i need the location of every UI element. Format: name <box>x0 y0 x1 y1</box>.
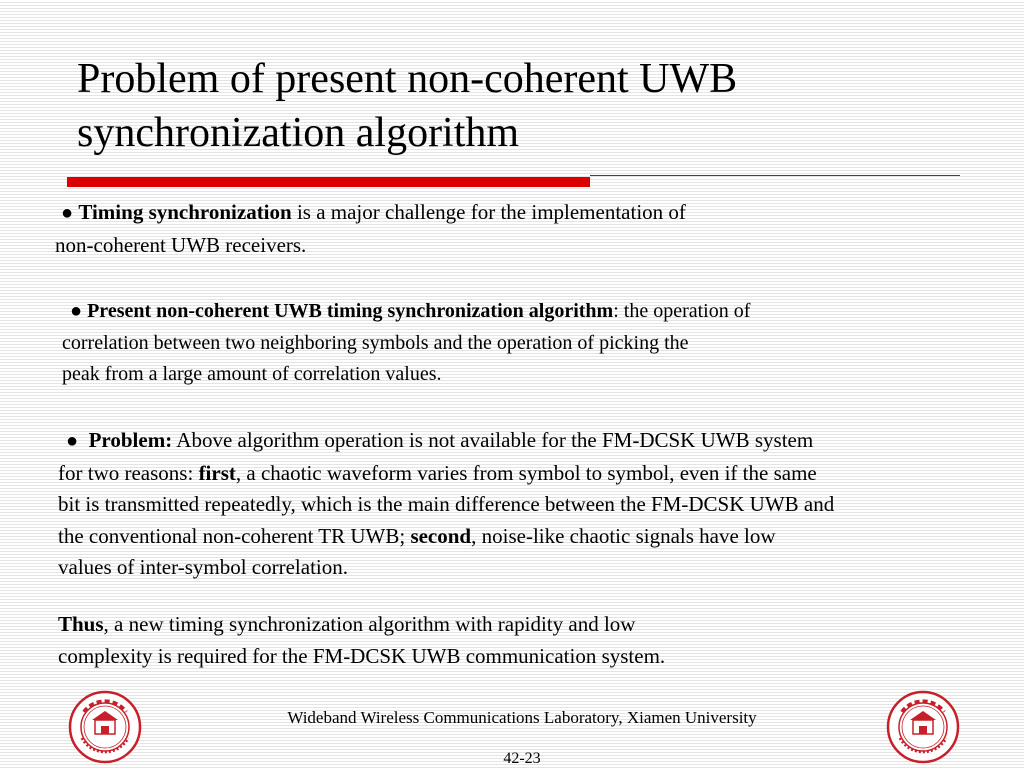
paragraph-line <box>58 521 834 553</box>
page-number: 42-23 <box>503 750 541 767</box>
paragraph-line <box>58 609 665 641</box>
title-line-2: synchronization algorithm <box>77 110 520 156</box>
bullet-icon: ● <box>66 430 79 452</box>
bold-term: Thus <box>58 612 104 636</box>
paragraph-present-algorithm <box>62 296 750 391</box>
paragraph-line: values of inter-symbol correlation. <box>58 555 348 579</box>
bold-term: second <box>410 523 472 548</box>
bold-term: Present non-coherent UWB timing synchronization algorithm <box>87 300 614 322</box>
bullet-icon: ● <box>61 202 74 224</box>
paragraph-text: , noise-like chaotic signals have low <box>471 523 776 548</box>
paragraph-text: , a new timing synchronization algorithm with rapidity and low <box>103 612 636 636</box>
paragraph-thus <box>58 609 665 672</box>
bullet-icon: ● <box>70 300 83 322</box>
paragraph-text: : the operation of <box>613 300 751 322</box>
paragraph-line: complexity is required for the FM-DCSK UWB communication system. <box>58 643 666 668</box>
title-underline-bar <box>67 177 590 187</box>
title-underline-thin <box>590 175 960 176</box>
slide-title <box>77 52 977 160</box>
paragraph-timing-synchronization <box>55 197 686 261</box>
paragraph-line <box>55 197 686 230</box>
paragraph-line: correlation between two neighboring symbols and the operation of picking the <box>62 331 689 354</box>
bold-term: first <box>198 460 236 485</box>
footer-lab-name: Wideband Wireless Communications Laboratory, Xiamen University <box>287 708 757 727</box>
paragraph-text: , a chaotic waveform varies from symbol to symbol, even if the same <box>235 460 817 485</box>
title-line-1: Problem of present non-coherent UWB <box>77 56 738 102</box>
bold-term: Problem: <box>88 428 173 452</box>
paragraph-line <box>58 425 834 458</box>
paragraph-text: Above algorithm operation is not available for the FM-DCSK UWB system <box>172 428 814 452</box>
paragraph-text: is a major challenge for the implementation of <box>291 200 686 224</box>
paragraph-line <box>62 296 750 328</box>
paragraph-problem <box>58 425 834 584</box>
paragraph-text: for two reasons: <box>58 460 199 485</box>
paragraph-line <box>58 458 834 490</box>
bold-term: Timing synchronization <box>78 200 292 224</box>
paragraph-line: non-coherent UWB receivers. <box>55 232 307 257</box>
paragraph-text: the conventional non-coherent TR UWB; <box>58 523 411 548</box>
paragraph-line: peak from a large amount of correlation values. <box>62 363 442 385</box>
paragraph-line: bit is transmitted repeatedly, which is the main difference between the FM-DCSK UWB and <box>58 492 835 516</box>
